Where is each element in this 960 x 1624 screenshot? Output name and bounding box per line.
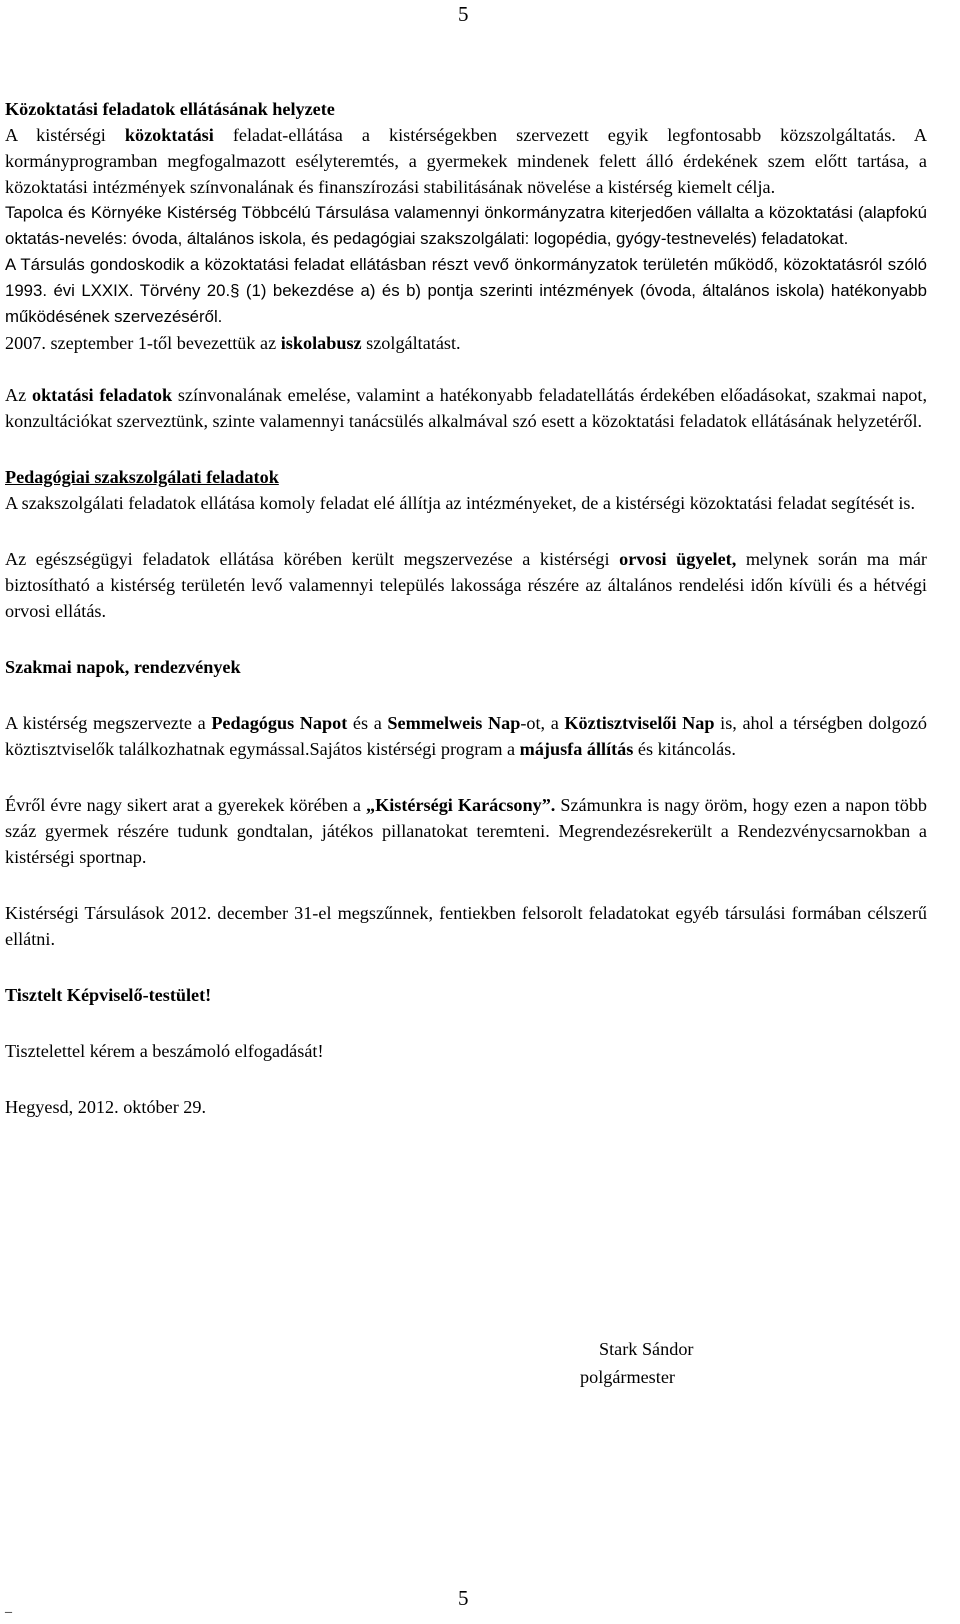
paragraph-education-tasks: Az oktatási feladatok színvonalának emelése, valamint a hatékonyabb feladatellátás érdekében előadásokat, szakmai napot, konzultációkat szerveztünk, szinte valamennyi tanácsülés alkalmával szó esett a közoktatási feladatok ellátásának helyzetéről.	[5, 385, 927, 431]
paragraph-public-education-intro: A kistérségi közoktatási feladat-ellátása a kistérségekben szervezett egyik legfontosabb közszolgáltatás. A kormányprogramban megfogalmazott esélyteremtés, a gyermekek mindenek felett álló érdekének szem előtt tartása, a közoktatási intézmények színvonalának és finanszírozási stabilitásának növelése a kistérség kiemelt célja.	[5, 125, 927, 197]
section-heading-public-education: Közoktatási feladatok ellátásának helyzete	[5, 99, 335, 119]
paragraph-dissolution: Kistérségi Társulások 2012. december 31-el megszűnnek, fentiekben felsorolt feladatokat egyéb társulási formában célszerű ellátni.	[5, 903, 927, 949]
page-number-bottom: 5	[458, 1586, 469, 1610]
footer-mark: _	[5, 1600, 12, 1615]
paragraph-association-care: A Társulás gondoskodik a közoktatási feladat ellátásban részt vevő önkormányzatok területén működő, közoktatásról szóló 1993. évi LXXIX. Törvény 20.§ (1) bekezdése a) és b) pontja szerinti intézmények (óvoda, általános iskola) hatékonyabb működésének szervezéséről.	[5, 255, 927, 326]
paragraph-pedagogical: A szakszolgálati feladatok ellátása komoly feladat elé állítja az intézményeket, de a kistérségi közoktatási feladat segítését is.	[5, 493, 916, 513]
paragraph-association-tasks: Tapolca és Környéke Kistérség Többcélú Társulása valamennyi önkormányzatra kiterjedően vállalta a közoktatási (alapfokú oktatás-nevelés: óvoda, általános iskola, és pedagógiai szakszolgálati: logopédia, gyógy-testnevelés) feladatokat.	[5, 203, 927, 248]
date-line: Hegyesd, 2012. október 29.	[5, 1097, 207, 1117]
document-body	[5, 96, 927, 1120]
section-heading-events: Szakmai napok, rendezvények	[5, 657, 241, 677]
section-heading-pedagogical: Pedagógiai szakszolgálati feladatok	[5, 467, 279, 487]
signatory-name: Stark Sándor	[599, 1339, 694, 1359]
paragraph-christmas: Évről évre nagy sikert arat a gyerekek körében a „Kistérségi Karácsony”. Számunkra is nagy öröm, hogy ezen a napon több száz gyermek részére tudunk gondtalan, játékos pillanatokat teremteni. Megrendezésrekerült a Rendezvénycsarnokban a kistérségi sportnap.	[5, 795, 928, 867]
paragraph-medical-duty: Az egészségügyi feladatok ellátása körében került megszervezése a kistérségi orvosi ügyelet, melynek során ma már biztosítható a kistérség területén levő valamennyi település lakossága részére az általános rendelési időn kívüli és a hétvégi orvosi ellátás.	[5, 549, 927, 621]
signature-block	[580, 1335, 693, 1391]
request-line: Tisztelettel kérem a beszámoló elfogadását!	[5, 1041, 324, 1061]
paragraph-school-bus: 2007. szeptember 1-től bevezettük az iskolabusz szolgáltatást.	[5, 333, 461, 353]
paragraph-events: A kistérség megszervezte a Pedagógus Napot és a Semmelweis Nap-ot, a Köztisztviselői Nap is, ahol a térségben dolgozó köztisztviselők találkozhatnak egymással.Sajátos kistérségi program a májusfa állítás és kitáncolás.	[5, 713, 927, 759]
salutation: Tisztelt Képviselő-testület!	[5, 985, 212, 1005]
signatory-title: polgármester	[580, 1367, 675, 1387]
page-number-top: 5	[458, 2, 469, 26]
